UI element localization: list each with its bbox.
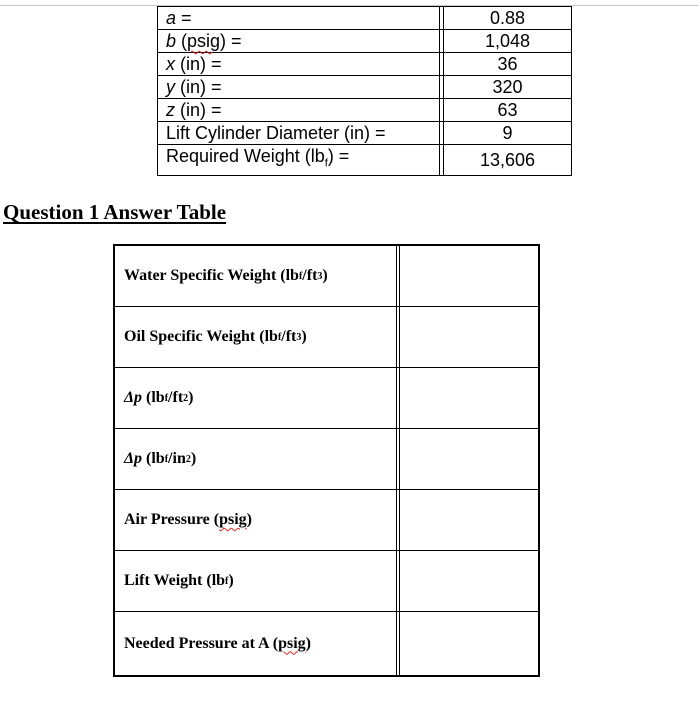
answer-label: Oil Specific Weight (lb f /ft 3 ): [115, 307, 397, 367]
answer-row-oil-specific-weight: [115, 307, 538, 368]
given-label-y: y (in) =: [158, 76, 440, 99]
given-value-required-weight: 13,606: [443, 145, 571, 175]
answer-cell-water-specific-weight[interactable]: [399, 246, 538, 306]
answer-label: Δp (lb f /in 2 ): [115, 429, 397, 489]
given-label-cylinder-diameter: Lift Cylinder Diameter (in) =: [158, 122, 440, 145]
answer-table-heading: Question 1 Answer Table: [3, 200, 227, 224]
given-value-y: 320: [443, 76, 571, 99]
answer-label: Needed Pressure at A ( psig ): [115, 612, 397, 675]
given-value-b: 1,048: [443, 30, 571, 53]
given-label-x: x (in) =: [158, 53, 440, 76]
given-value-cylinder-diameter: 9: [443, 122, 571, 145]
given-label-required-weight: Required Weight $(lb_f)$ =: [158, 145, 440, 175]
given-value-a: 0.88: [443, 7, 571, 30]
answer-row-lift-weight: [115, 551, 538, 612]
answer-label: Lift Weight (lb f ): [115, 551, 397, 611]
answer-cell-dp-psi[interactable]: [399, 429, 538, 489]
answer-label: Air Pressure ( psig ): [115, 490, 397, 550]
given-values-table: [157, 6, 572, 176]
answer-row-needed-pressure: [115, 612, 538, 675]
given-value-z: 63: [443, 99, 571, 122]
table-row: [158, 7, 571, 30]
given-label-b: b (psig) =: [158, 30, 440, 53]
table-row: [158, 99, 571, 122]
answer-row-dp-psi: [115, 429, 538, 490]
answer-cell-air-pressure[interactable]: [399, 490, 538, 550]
answer-label: Water Specific Weight (lb f /ft 3 ): [115, 246, 397, 306]
given-label-a: a =: [158, 7, 440, 30]
answer-row-water-specific-weight: [115, 246, 538, 307]
answer-row-air-pressure: [115, 490, 538, 551]
answer-table: [113, 244, 540, 677]
answer-label: Δp (lb f /ft 2 ): [115, 368, 397, 428]
given-label-z: z (in) =: [158, 99, 440, 122]
answer-cell-oil-specific-weight[interactable]: [399, 307, 538, 367]
table-row: [158, 76, 571, 99]
table-row: [158, 145, 571, 175]
answer-cell-dp-psf[interactable]: [399, 368, 538, 428]
answer-row-dp-psf: [115, 368, 538, 429]
table-row: [158, 30, 571, 53]
table-row: [158, 122, 571, 145]
given-value-x: 36: [443, 53, 571, 76]
table-row: [158, 53, 571, 76]
answer-cell-needed-pressure[interactable]: [399, 612, 538, 675]
answer-cell-lift-weight[interactable]: [399, 551, 538, 611]
